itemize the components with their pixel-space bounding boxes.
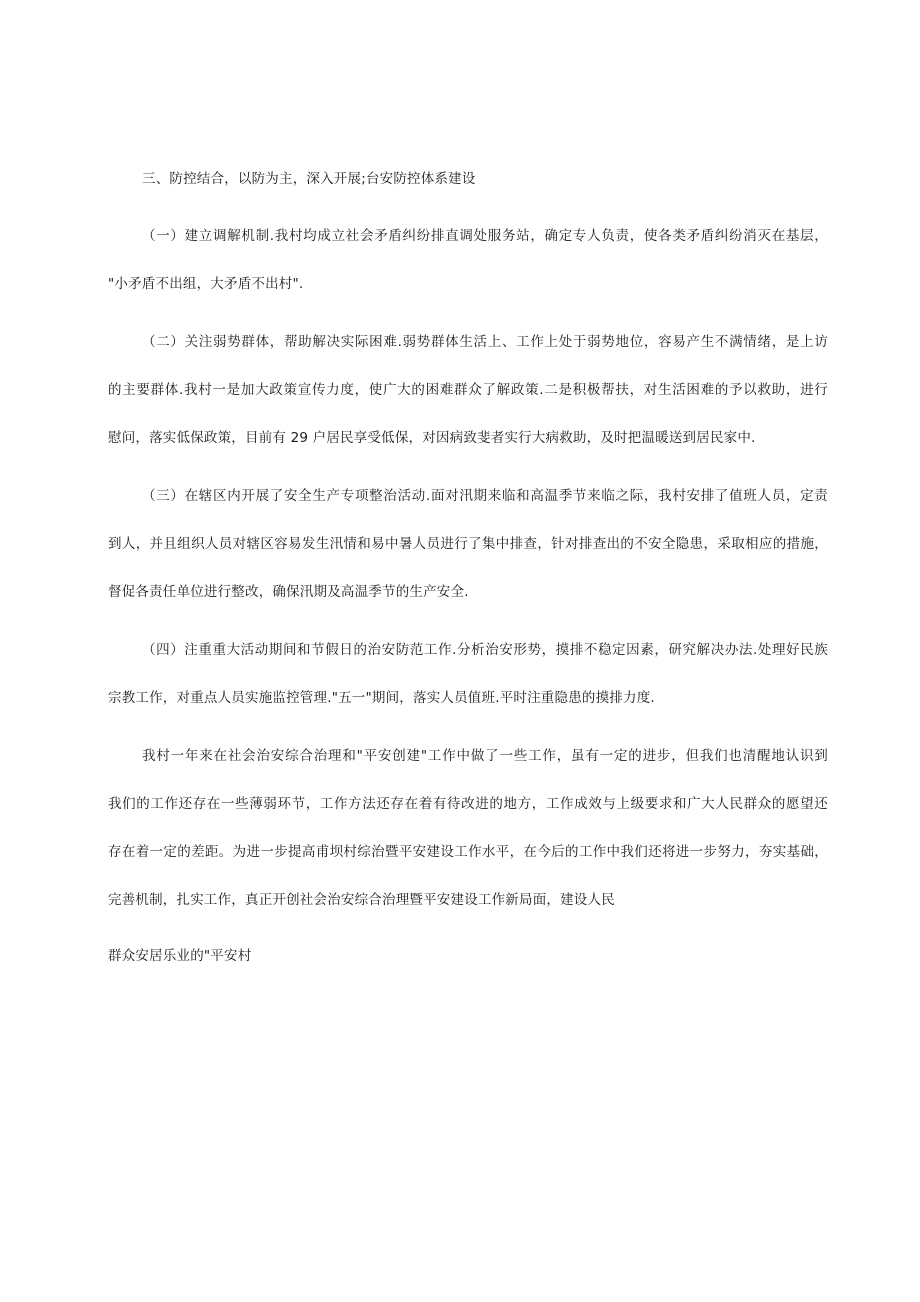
paragraph-5-line-1: 我村一年来在社会治安综合治理和"平安创建"工作中做了一些工作，虽有一定的进步，但我们也清醒地认识到 xyxy=(142,748,828,764)
paragraph-1-line-2: "小矛盾不出组，大矛盾不出村". xyxy=(108,276,304,292)
paragraph-5-line-4: 完善机制，扎实工作，真正开创社会治安综合治理暨平安建设工作新局面，建设人民 xyxy=(108,892,615,908)
paragraph-1-line-1: （一）建立调解机制.我村均成立社会矛盾纠纷排直调处服务站，确定专人负责，使各类矛盾纠纷消灭在基层， xyxy=(142,228,828,244)
paragraph-3-line-3: 督促各责任单位进行整改，确保汛期及高温季节的生产安全. xyxy=(108,584,469,600)
paragraph-3-line-1: （三）在辖区内开展了安全生产专项整治活动.面对汛期来临和高温季节来临之际，我村安排了值班人员，定责 xyxy=(142,488,828,504)
section-heading: 三、防控结合，以防为主，深入开展;台安防控体系建设 xyxy=(142,171,476,187)
paragraph-2-line-1: （二）关注弱势群体，帮助解决实际困难.弱势群体生活上、工作上处于弱势地位，容易产生不满情绪，是上访 xyxy=(142,334,828,350)
paragraph-5-line-2: 我们的工作还存在一些薄弱环节，工作方法还存在着有待改进的地方，工作成效与上级要求和广大人民群众的愿望还 xyxy=(108,796,828,812)
paragraph-2-line-2: 的主要群体.我村一是加大政策宣传力度，使广大的困难群众了解政策.二是积极帮扶，对生活困难的予以救助，进行 xyxy=(108,382,828,398)
paragraph-5-line-3: 存在着一定的差距。为进一步提高甫坝村综治暨平安建设工作水平，在今后的工作中我们还将进一步努力，夯实基础， xyxy=(108,844,828,860)
paragraph-4-line-2: 宗教工作，对重点人员实施监控管理."五一"期间，落实人员值班.平时注重隐患的摸排力度. xyxy=(108,690,655,706)
paragraph-4-line-1: （四）注重重大活动期间和节假日的治安防范工作.分析治安形势，摸排不稳定因素，研究解决办法.处理好民族 xyxy=(142,642,828,658)
paragraph-5-line-5: 群众安居乐业的"平安村 xyxy=(108,948,252,964)
paragraph-2-line-3: 慰问，落实低保政策，目前有 29 户居民享受低保，对因病致斐者实行大病救助，及时把温暖送到居民家中. xyxy=(108,430,756,446)
paragraph-3-line-2: 到人，并且组织人员对辖区容易发生汛情和易中暑人员进行了集中排查，针对排查出的不安全隐患，采取相应的措施， xyxy=(108,536,828,552)
